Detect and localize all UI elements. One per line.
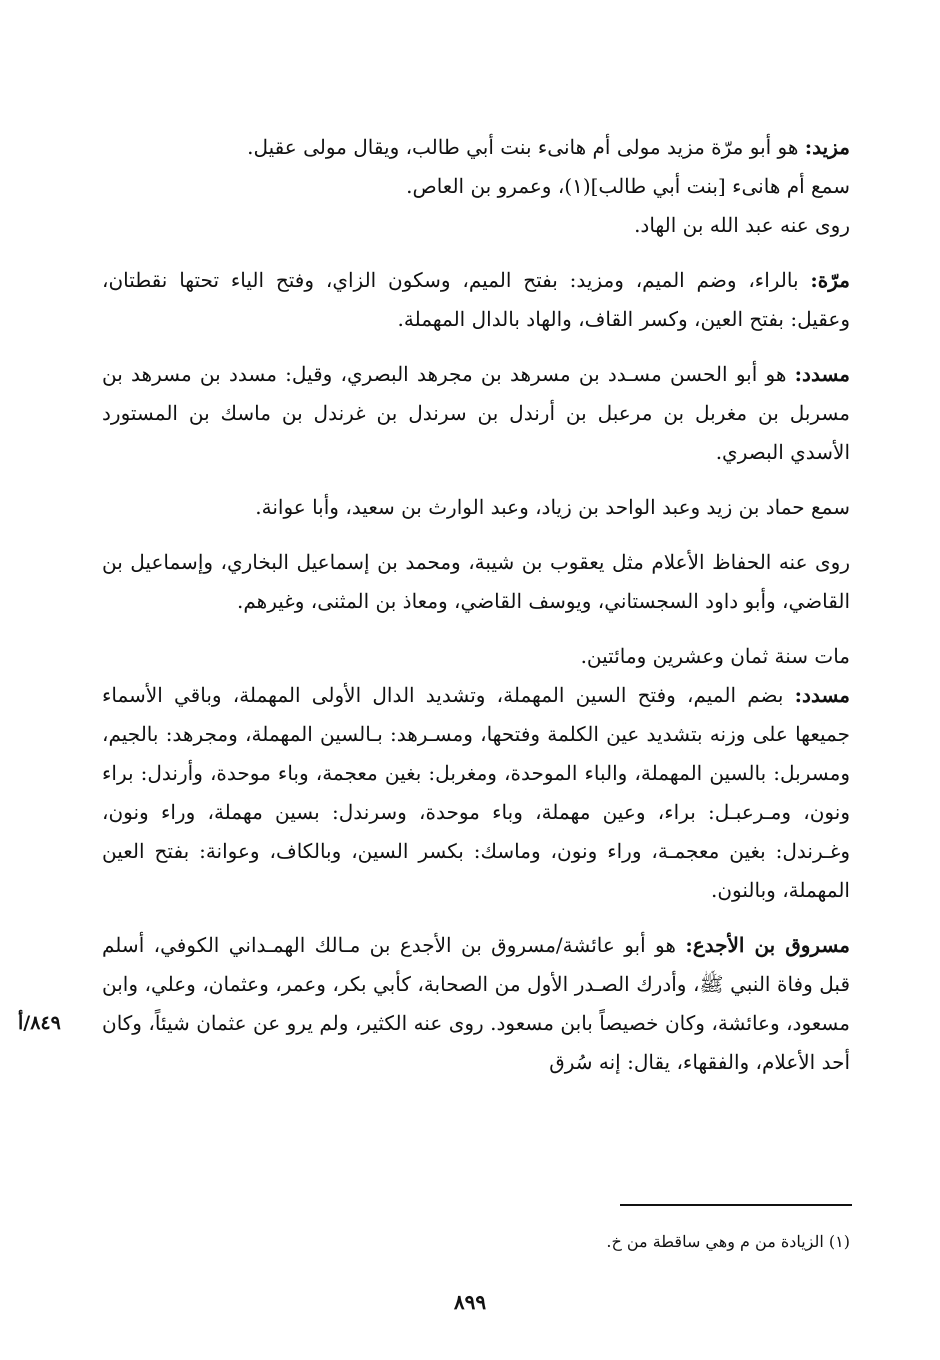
entry-heading: مسدد:	[794, 683, 850, 707]
paragraph-text: سمع أم هانىء [بنت أبي طالب](١)، وعمرو بن العاص.	[406, 174, 850, 198]
paragraph-text: هو أبو مرّة مزيد مولى أم هانىء بنت أبي طالب، ويقال مولى عقيل.	[247, 135, 805, 159]
paragraph-mazyd-heard	[102, 167, 850, 206]
paragraph-text: هو أبو الحسن مسـدد بن مسرهد بن مجرهد البصري، وقيل: مسدد بن مسرهد بن مسربل بن مغربل بن مرعبل بن أرندل بن سرندل بن غرندل بن ماسك بن المستورد الأسدي البصري.	[102, 362, 850, 464]
entry-heading: مسدد:	[794, 362, 850, 386]
footnote: (١) الزيادة من م وهي ساقطة من خ.	[606, 1232, 850, 1251]
paragraph-masruq-bio	[102, 926, 850, 1082]
entry-heading: مرّة:	[810, 268, 850, 292]
footnote-divider	[620, 1204, 852, 1206]
entry-heading: مزيد:	[804, 135, 850, 159]
manuscript-folio-note: ٨٤٩/أ	[18, 1012, 61, 1034]
paragraph-mazyd-bio	[102, 128, 850, 167]
paragraph-murra-spelling	[102, 261, 850, 339]
page-number: ٨٩٩	[453, 1290, 487, 1314]
paragraph-text: سمع حماد بن زيد وعبد الواحد بن زياد، وعبد الوارث بن سعيد، وأبا عوانة.	[255, 495, 850, 519]
paragraph-musaddad-death	[102, 637, 850, 676]
paragraph-text: بضم الميم، وفتح السين المهملة، وتشديد الدال الأولى المهملة، وباقي الأسماء جميعها على وزنه بتشديد عين الكلمة وفتحها، ومسـرهد: بـالسين المهملة، ومجرهد: بالجيم، ومسربل: بالسين المهملة، والباء الموحدة، ومغربل: بغين معجمة، وباء موحدة، وأرندل: براء ونون، ومـرعبـل: براء، وعين مهملة، وباء موحدة، وسرندل: بسين مهملة، وراء ونون، وغـرندل: بغين معجمـة، وراء ونون، وماسك: بكسر السين، وبالكاف، وعوانة: بفتح العين المهملة، وبالنون.	[102, 683, 850, 902]
paragraph-musaddad-narrated	[102, 543, 850, 621]
paragraph-text: روى عنه عبد الله بن الهاد.	[634, 213, 850, 237]
entry-heading: مسروق بن الأجدع:	[685, 933, 851, 957]
paragraph-mazyd-narrated	[102, 206, 850, 245]
paragraph-musaddad-bio	[102, 355, 850, 472]
paragraph-text: هو أبو عائشة/مسروق بن الأجدع بن مـالك الهمـداني الكوفي، أسلم قبل وفاة النبي ﷺ، وأدرك الصـدر الأول من الصحابة، كأبي بكر، وعمر، وعثمان، وعلي، وابن مسعود، وعائشة، وكان خصيصاً بابن مسعود. روى عنه الكثير، ولم يرو عن عثمان شيئاً، وكان أحد الأعلام، والفقهاء، يقال: إنه سُرق	[102, 933, 850, 1074]
paragraph-text: روى عنه الحفاظ الأعلام مثل يعقوب بن شيبة، ومحمد بن إسماعيل البخاري، وإسماعيل بن القاضي، وأبو داود السجستاني، ويوسف القاضي، ومعاذ بن المثنى، وغيرهم.	[102, 550, 850, 613]
paragraph-text: بالراء، وضم الميم، ومزيد: بفتح الميم، وسكون الزاي، وفتح الياء تحتها نقطتان، وعقيل: بفتح العين، وكسر القاف، والهاد بالدال المهملة.	[102, 268, 850, 331]
paragraph-musaddad-heard	[102, 488, 850, 527]
paragraph-text: مات سنة ثمان وعشرين ومائتين.	[580, 644, 850, 668]
paragraph-musaddad-spelling	[102, 676, 850, 910]
main-text	[102, 128, 850, 1082]
